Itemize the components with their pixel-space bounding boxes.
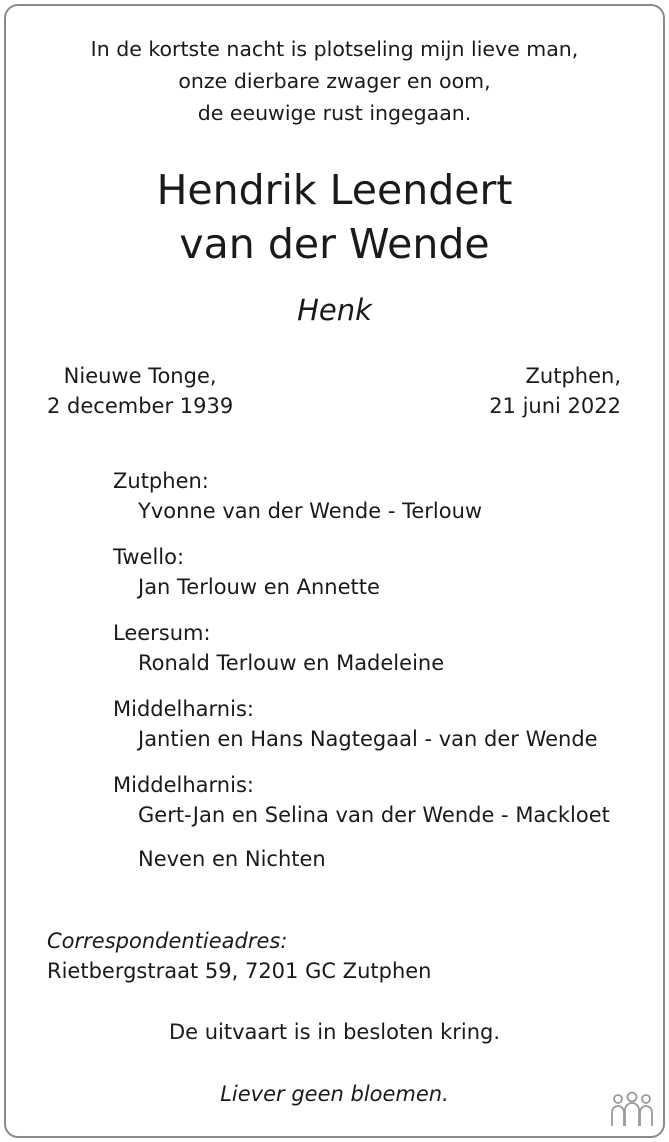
family-place: Middelharnis:: [113, 773, 254, 797]
family-group: [113, 770, 610, 830]
family-names: Jan Terlouw en Annette: [138, 575, 380, 599]
family-group: [113, 466, 610, 526]
intro-line: onze dierbare zwager en oom,: [178, 69, 491, 93]
correspondence-label: Correspondentieadres:: [47, 929, 288, 953]
family-group: [113, 618, 610, 678]
name-line: van der Wende: [179, 220, 490, 268]
death-date: 21 juni 2022: [489, 394, 621, 418]
family-place: Twello:: [113, 545, 185, 569]
family-names: Yvonne van der Wende - Terlouw: [138, 499, 483, 523]
family-list: [113, 466, 610, 874]
birth-date: 2 december 1939: [47, 394, 234, 418]
intro-line: In de kortste nacht is plotseling mijn lieve man,: [90, 37, 579, 61]
family-names: Jantien en Hans Nagtegaal - van der Wende: [138, 727, 598, 751]
flowers-note: Liever geen bloemen.: [220, 1082, 449, 1106]
intro-line: de eeuwige rust ingegaan.: [197, 101, 472, 125]
death-info: [489, 361, 621, 421]
funeral-note: De uitvaart is in besloten kring.: [168, 1020, 501, 1044]
deceased-name: [0, 163, 669, 271]
family-place: Leersum:: [113, 621, 211, 645]
extra-relatives: Neven en Nichten: [138, 847, 326, 871]
family-names: Gert-Jan en Selina van der Wende - Mackloet: [138, 803, 610, 827]
death-place: Zutphen,: [525, 364, 621, 388]
correspondence-block: [47, 926, 431, 986]
family-place: Zutphen:: [113, 469, 209, 493]
correspondence-address: Rietbergstraat 59, 7201 GC Zutphen: [47, 959, 432, 983]
family-names: Ronald Terlouw en Madeleine: [138, 651, 445, 675]
birth-place: Nieuwe Tonge,: [63, 364, 217, 388]
family-place: Middelharnis:: [113, 697, 254, 721]
family-group: [113, 694, 610, 754]
name-line: Hendrik Leendert: [156, 166, 513, 214]
intro-text: [0, 33, 669, 129]
people-group-icon: [608, 1090, 656, 1130]
nickname: Henk: [297, 293, 372, 327]
birth-info: [47, 361, 233, 421]
family-group: [113, 542, 610, 602]
